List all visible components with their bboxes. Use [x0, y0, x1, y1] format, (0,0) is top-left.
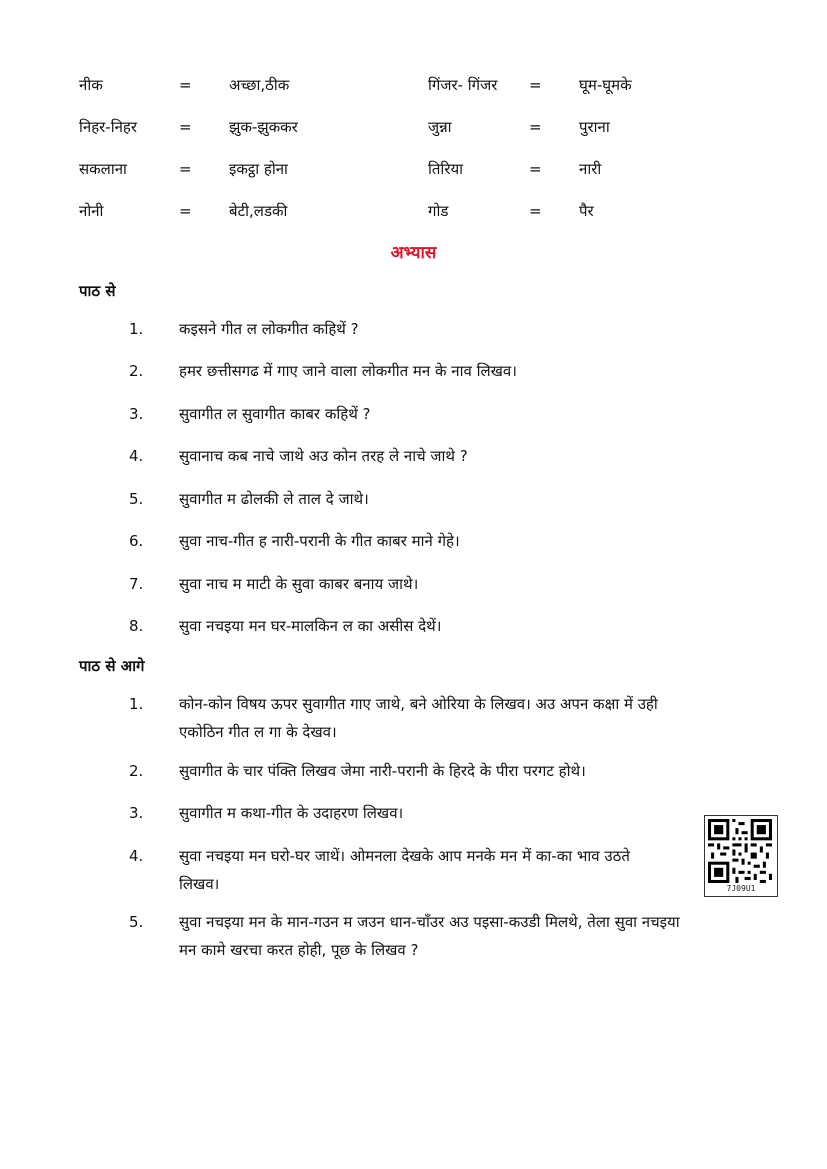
section-title-path-se: पाठ से — [79, 282, 116, 300]
question-text: सुवागीत म ढोलकी ले ताल दे जाथे। — [179, 490, 369, 508]
question-number: 6. — [129, 532, 144, 550]
glossary-row — [0, 74, 827, 100]
glossary-meaning: बेटी,लडकी — [229, 202, 288, 220]
question-text: सुवा नाच म माटी के सुवा काबर बनाय जाथे। — [179, 575, 419, 593]
equals-sign: = — [179, 160, 192, 178]
question-text: सुवागीत म कथा-गीत के उदाहरण लिखव। — [179, 804, 404, 822]
question-number: 8. — [129, 617, 144, 635]
question-text-line2: लिखव। — [179, 875, 220, 893]
question-number: 1. — [129, 695, 144, 713]
question-text-line1: सुवा नचइया मन घरो-घर जाथें। ओमनला देखके आप मनके मन में का-का भाव उठते — [179, 847, 630, 865]
question-text: सुवा नाच-गीत ह नारी-परानी के गीत काबर माने गेहे। — [179, 532, 460, 550]
question-text-line2: एकोठिन गीत ल गा के देखव। — [179, 723, 337, 741]
qr-code — [704, 815, 778, 897]
glossary-word: जुन्ना — [428, 118, 452, 136]
glossary-meaning: पुराना — [579, 118, 610, 136]
glossary-word: नोनी — [79, 202, 104, 220]
question-text: सुवा नचइया मन घर-मालकिन ल का असीस देथें। — [179, 617, 442, 635]
glossary-word: सकलाना — [79, 160, 127, 178]
glossary-word: गोड — [428, 202, 449, 220]
question-number: 4. — [129, 847, 144, 865]
question-text: सुवागीत के चार पंक्ति लिखव जेमा नारी-परानी के हिरदे के पीरा परगट होथे। — [179, 762, 586, 780]
equals-sign: = — [179, 118, 192, 136]
question-text-line2: मन कामे खरचा करत होही, पूछ के लिखव ? — [179, 941, 419, 959]
equals-sign: = — [179, 76, 192, 94]
glossary-row — [0, 116, 827, 142]
question-number: 5. — [129, 913, 144, 931]
glossary-meaning: घूम-घूमके — [579, 76, 632, 94]
glossary-row — [0, 158, 827, 184]
question-text: कइसने गीत ल लोकगीत कहिथें ? — [179, 320, 359, 338]
equals-sign: = — [529, 202, 542, 220]
question-number: 2. — [129, 362, 144, 380]
glossary-word: तिरिया — [428, 160, 464, 178]
glossary-meaning: नारी — [579, 160, 602, 178]
glossary-meaning: अच्छा,ठीक — [229, 76, 290, 94]
question-text — [179, 845, 699, 895]
exercise-heading: अभ्यास — [390, 243, 437, 263]
glossary-word: नीक — [79, 76, 103, 94]
equals-sign: = — [529, 118, 542, 136]
question-number: 4. — [129, 447, 144, 465]
section-title-path-se-aage: पाठ से आगे — [79, 657, 145, 675]
question-text: सुवागीत ल सुवागीत काबर कहिथें ? — [179, 405, 371, 423]
question-number: 3. — [129, 804, 144, 822]
equals-sign: = — [179, 202, 192, 220]
question-number: 5. — [129, 490, 144, 508]
glossary-word: निहर-निहर — [79, 118, 138, 136]
question-text-line1: सुवा नचइया मन के मान-गउन म जउन धान-चाँउर अउ पइसा-कउडी मिलथे, तेला सुवा नचइया — [179, 913, 680, 931]
glossary-meaning: इकट्ठा होना — [229, 160, 288, 178]
question-text-line1: कोन-कोन विषय ऊपर सुवागीत गाए जाथे, बने ओरिया के लिखव। अउ अपन कक्षा में उही — [179, 695, 658, 713]
qr-code-caption: 7J09U1 — [726, 884, 756, 893]
glossary-meaning: पैर — [579, 202, 594, 220]
qr-code-icon — [708, 819, 772, 883]
question-text: सुवानाच कब नाचे जाथे अउ कोन तरह ले नाचे जाथे ? — [179, 447, 468, 465]
question-number: 2. — [129, 762, 144, 780]
glossary-row — [0, 200, 827, 226]
glossary-meaning: झुक-झुककर — [229, 118, 298, 136]
question-number: 1. — [129, 320, 144, 338]
question-text — [179, 693, 719, 743]
question-number: 3. — [129, 405, 144, 423]
equals-sign: = — [529, 160, 542, 178]
question-text: हमर छत्तीसगढ में गाए जाने वाला लोकगीत मन के नाव लिखव। — [179, 362, 517, 380]
equals-sign: = — [529, 76, 542, 94]
glossary-word: गिंजर- गिंजर — [428, 76, 498, 94]
question-number: 7. — [129, 575, 144, 593]
question-text — [179, 911, 769, 961]
